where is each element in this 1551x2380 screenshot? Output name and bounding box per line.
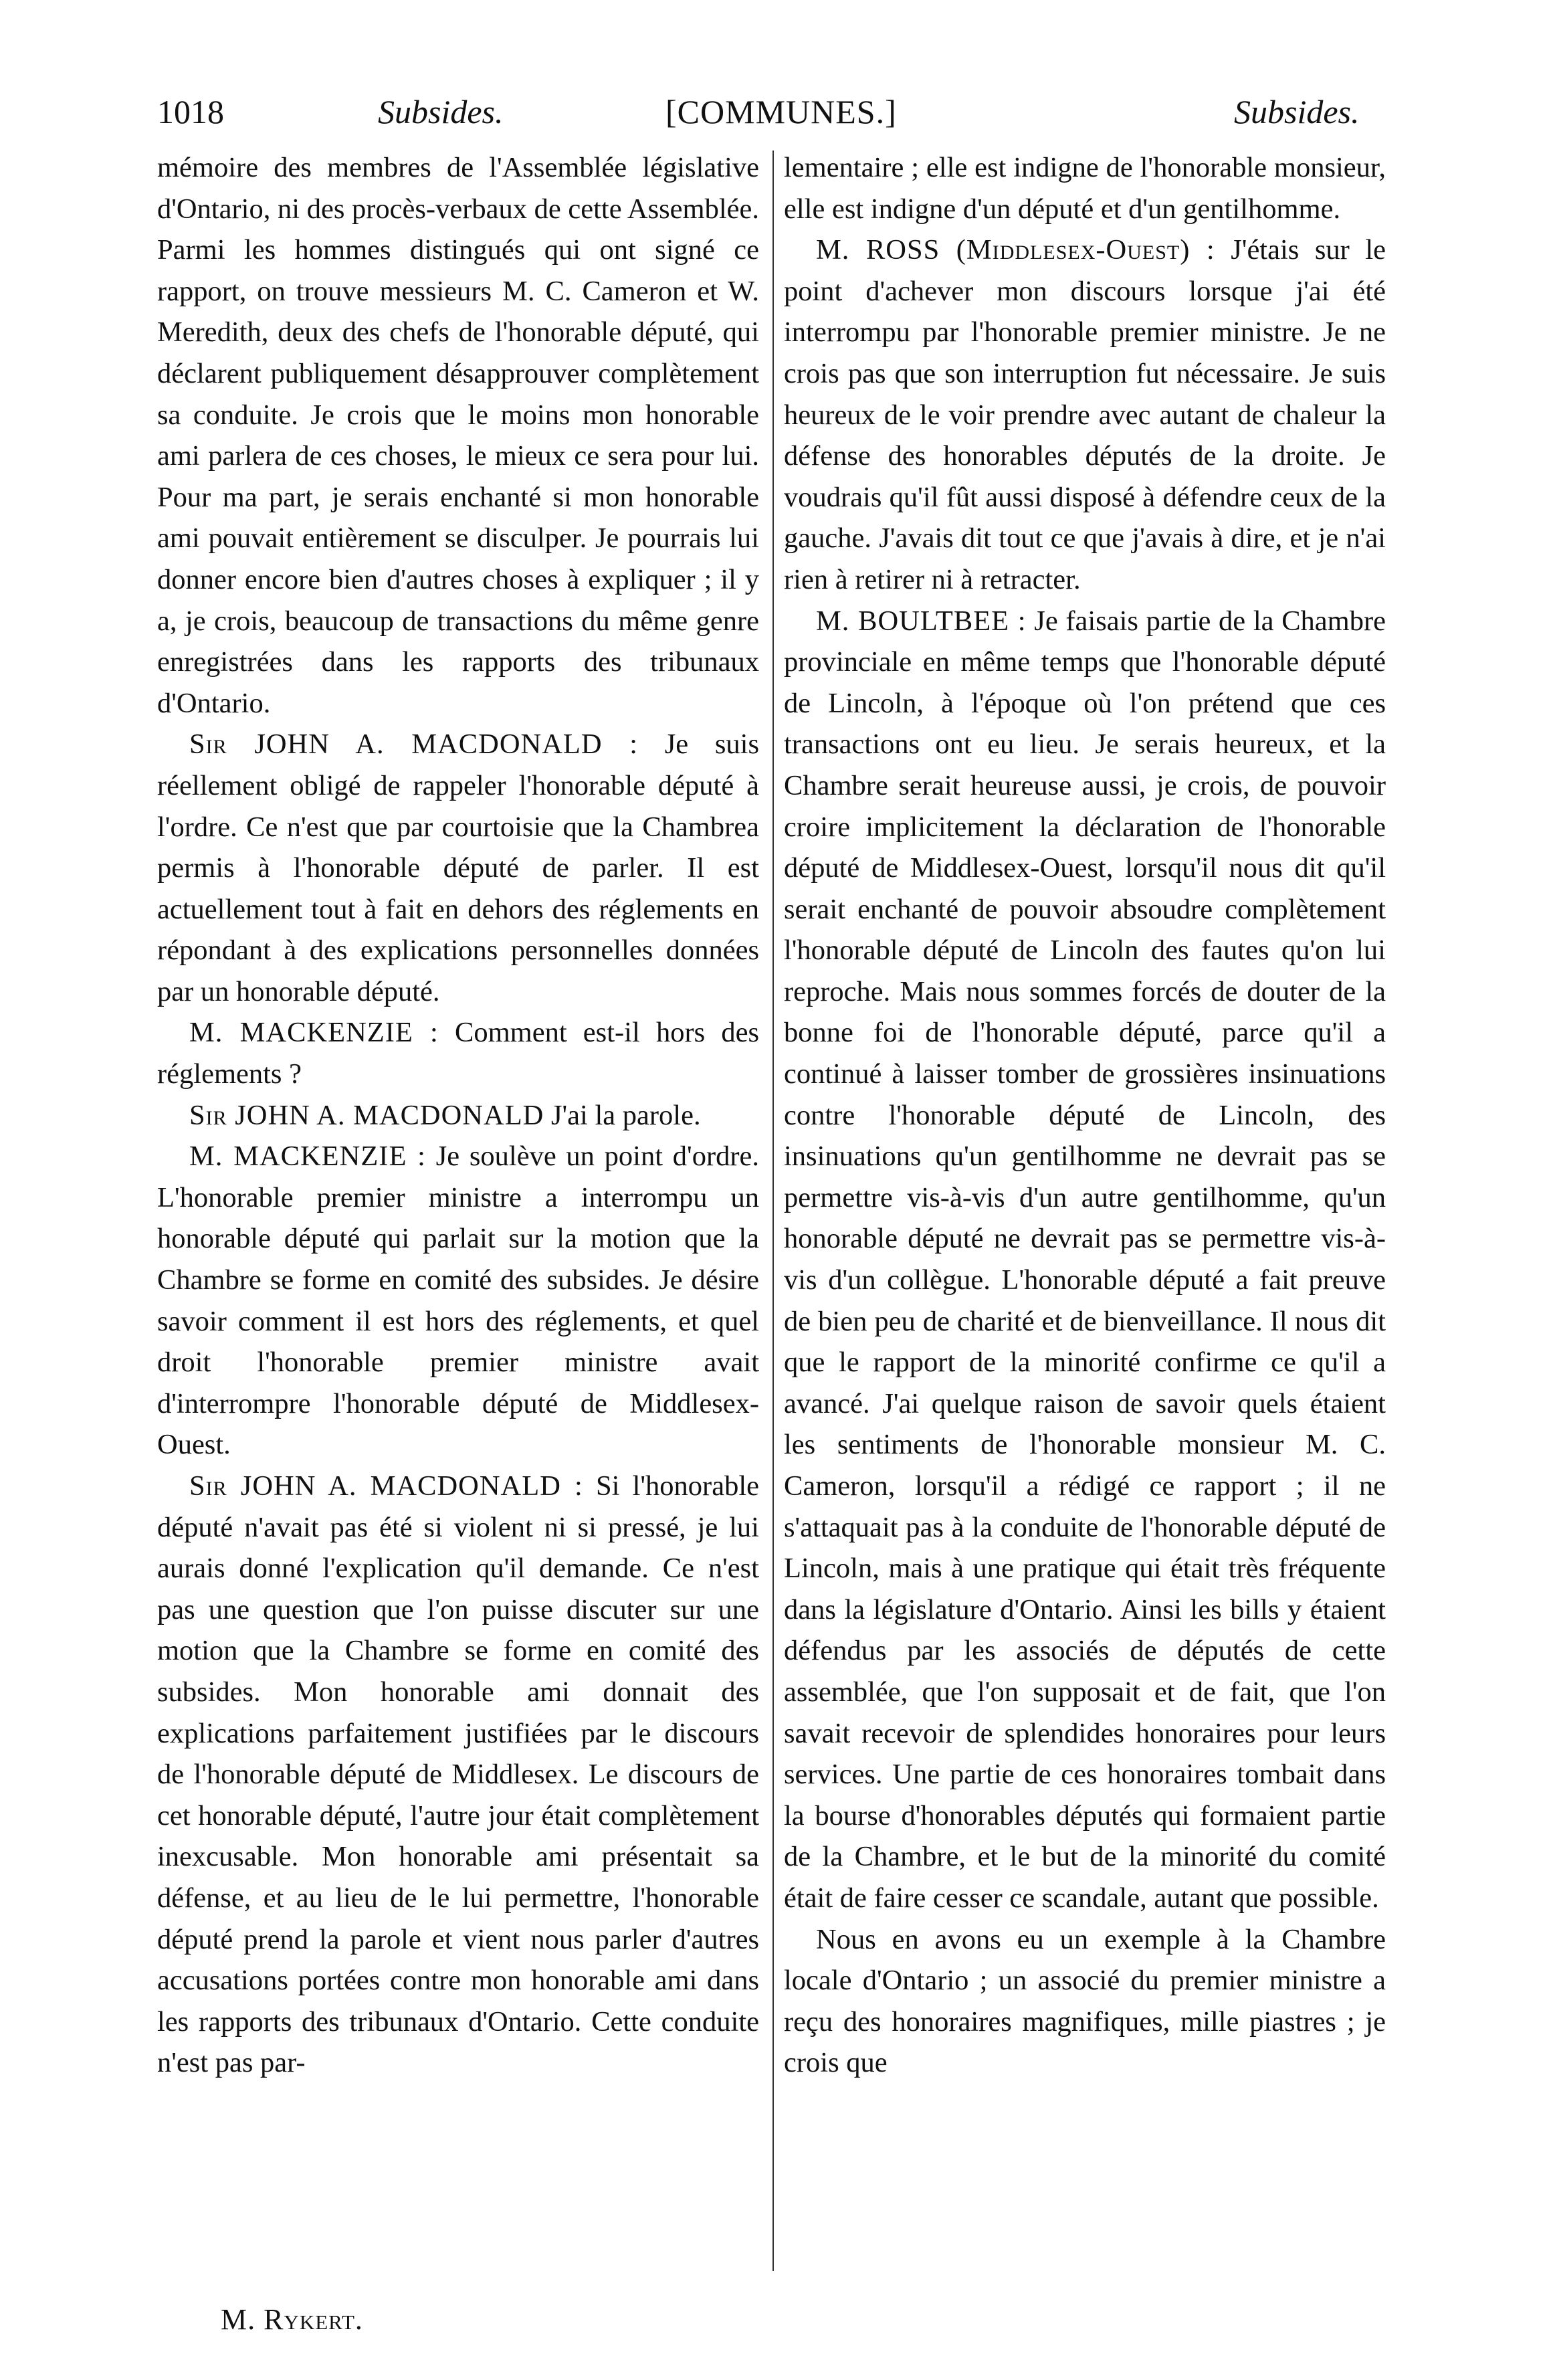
paragraph-text: Je soulève un point d'ordre. L'honorable premier ministre a interrompu un honorable député qui parlait sur la motion que la Chambre se forme en comité des subsides. Je désire savoir comment il est hors des réglements, et quel droit l'honorable premier ministre avait d'interrompre l'honorable député de Middlesex-Ouest.	[157, 1141, 759, 1461]
catchword	[221, 2302, 363, 2337]
catchword-text: M. Rykert.	[221, 2303, 363, 2336]
speaker-name: M. MACKENZIE :	[189, 1017, 439, 1049]
paragraph-text: J'étais sur le point d'achever mon discours lorsque j'ai été interrompu par l'honorable premier ministre. Je ne crois pas que son interruption fut nécessaire. Je suis heureux de le voir prendre avec autant de chaleur la défense des honorables députés de la droite. Je voudrais qu'il fût aussi disposé à défendre ceux de la gauche. J'avais dit tout ce que j'avais à dire, et je n'ai rien à retirer ni à retracter.	[784, 234, 1386, 595]
paragraph	[784, 147, 1386, 229]
paragraph-text: Nous en avons eu un exemple à la Chambre locale d'Ontario ; un associé du premier ministre a reçu des honoraires magnifiques, mille piastres ; je crois que	[784, 1923, 1386, 2079]
page-number: 1018	[157, 93, 224, 130]
paragraph	[157, 724, 759, 1012]
paragraph-text: mémoire des membres de l'Assemblée législative d'Ontario, ni des procès-verbaux de cette Assemblée. Parmi les hommes distingués qui ont signé ce rapport, on trouve messieurs M. C. Cameron et W. Meredith, deux des chefs de l'honorable député, qui déclarent publiquement désapprouver complètement sa conduite. Je crois que le moins mon honorable ami parlera de ces choses, le mieux ce sera pour lui. Pour ma part, je serais enchanté si mon honorable ami pouvait entièrement se disculper. Je pourrais lui donner encore bien d'autres choses à expliquer ; il y a, je crois, beaucoup de transactions du même genre enregistrées dans les rapports des tribunaux d'Ontario.	[157, 152, 759, 719]
paragraph-text: lementaire ; elle est indigne de l'honorable monsieur, elle est indigne d'un député et d'un gentilhomme.	[784, 152, 1386, 225]
paragraph	[157, 1136, 759, 1466]
right-column	[784, 147, 1386, 2084]
paragraph	[784, 1919, 1386, 2084]
left-column	[157, 147, 759, 2084]
paragraph-text: Je suis réellement obligé de rappeler l'honorable député à l'ordre. Ce n'est que par courtoisie que la Chambrea permis à l'honorable député de parler. Il est actuellement tout à fait en dehors des réglements en répondant à des explications personnelles données par un honorable député.	[157, 728, 759, 1007]
speaker-name: M. BOULTBEE :	[816, 605, 1027, 637]
paragraph	[157, 1095, 759, 1136]
paragraph	[157, 1466, 759, 2084]
speaker-name: M. MACKENZIE :	[189, 1141, 426, 1173]
paragraph	[784, 229, 1386, 600]
header-right-title: Subsides.	[1234, 93, 1360, 130]
paragraph-text: Comment est-il hors des réglements ?	[157, 1017, 759, 1090]
speaker-name: M. ROSS (Middlesex-Ouest) :	[816, 234, 1215, 266]
speaker-name: Sir JOHN A. MACDONALD	[189, 1099, 544, 1131]
paragraph	[157, 147, 759, 724]
paragraph	[157, 1012, 759, 1094]
header-center-title: [COMMUNES.]	[665, 93, 897, 130]
speaker-name: Sir JOHN A. MACDONALD :	[189, 1470, 583, 1502]
paragraph-text: Si l'honorable député n'avait pas été si violent ni si pressé, je lui aurais donné l'explication qu'il demande. Ce n'est pas une question que l'on puisse discuter sur une motion que la Chambre se forme en comité des subsides. Mon honorable ami donnait des explications parfaitement justifiées par le discours de l'honorable député de Middlesex. Le discours de cet honorable député, l'autre jour était complètement inexcusable. Mon honorable ami présentait sa défense, et au lieu de le lui permettre, l'honorable député prend la parole et vient nous parler d'autres accusations portées contre mon honorable ami dans les rapports des tribunaux d'Ontario. Cette conduite n'est pas par-	[157, 1470, 759, 2079]
column-divider	[772, 151, 774, 2271]
running-header	[157, 92, 1360, 139]
paragraph-text: J'ai la parole.	[544, 1099, 701, 1131]
paragraph	[784, 601, 1386, 1919]
header-left-title: Subsides.	[378, 93, 504, 130]
paragraph-text: Je faisais partie de la Chambre provinciale en même temps que l'honorable député de Lincoln, à l'époque où l'on prétend que ces transactions ont eu lieu. Je serais heureux, et la Chambre serait heureuse aussi, je crois, de pouvoir croire implicitement la déclaration de l'honorable député de Middlesex-Ouest, lorsqu'il nous dit qu'il serait enchanté de pouvoir absoudre complètement l'honorable député de Lincoln des fautes qu'on lui reproche. Mais nous sommes forcés de douter de la bonne foi de l'honorable député, parce qu'il a continué à laisser tomber de grossières insinuations contre l'honorable député de Lincoln, des insinuations qu'un gentilhomme ne devrait pas se permettre vis-à-vis d'un autre gentilhomme, qu'un honorable député ne devrait pas se permettre vis-à-vis d'un collègue. L'honorable député a fait preuve de bien peu de charité et de bienveillance. Il nous dit que le rapport de la minorité confirme ce qu'il a avancé. J'ai quelque raison de savoir quels étaient les sentiments de l'honorable monsieur M. C. Cameron, lorsqu'il a rédigé ce rapport ; il ne s'attaquait pas à la conduite de l'honorable député de Lincoln, mais à une pratique qui était très fréquente dans la législature d'Ontario. Ainsi les bills y étaient défendus par les associés de députés de cette assemblée, que l'on supposait et de fait, que l'on savait recevoir de splendides honoraires pour leurs services. Une partie de ces honoraires tombait dans la bourse d'honorables députés qui formaient partie de la Chambre, et le but de la minorité du comité était de faire cesser ce scandale, autant que possible.	[784, 605, 1386, 1914]
speaker-name: Sir JOHN A. MACDONALD :	[189, 728, 639, 761]
